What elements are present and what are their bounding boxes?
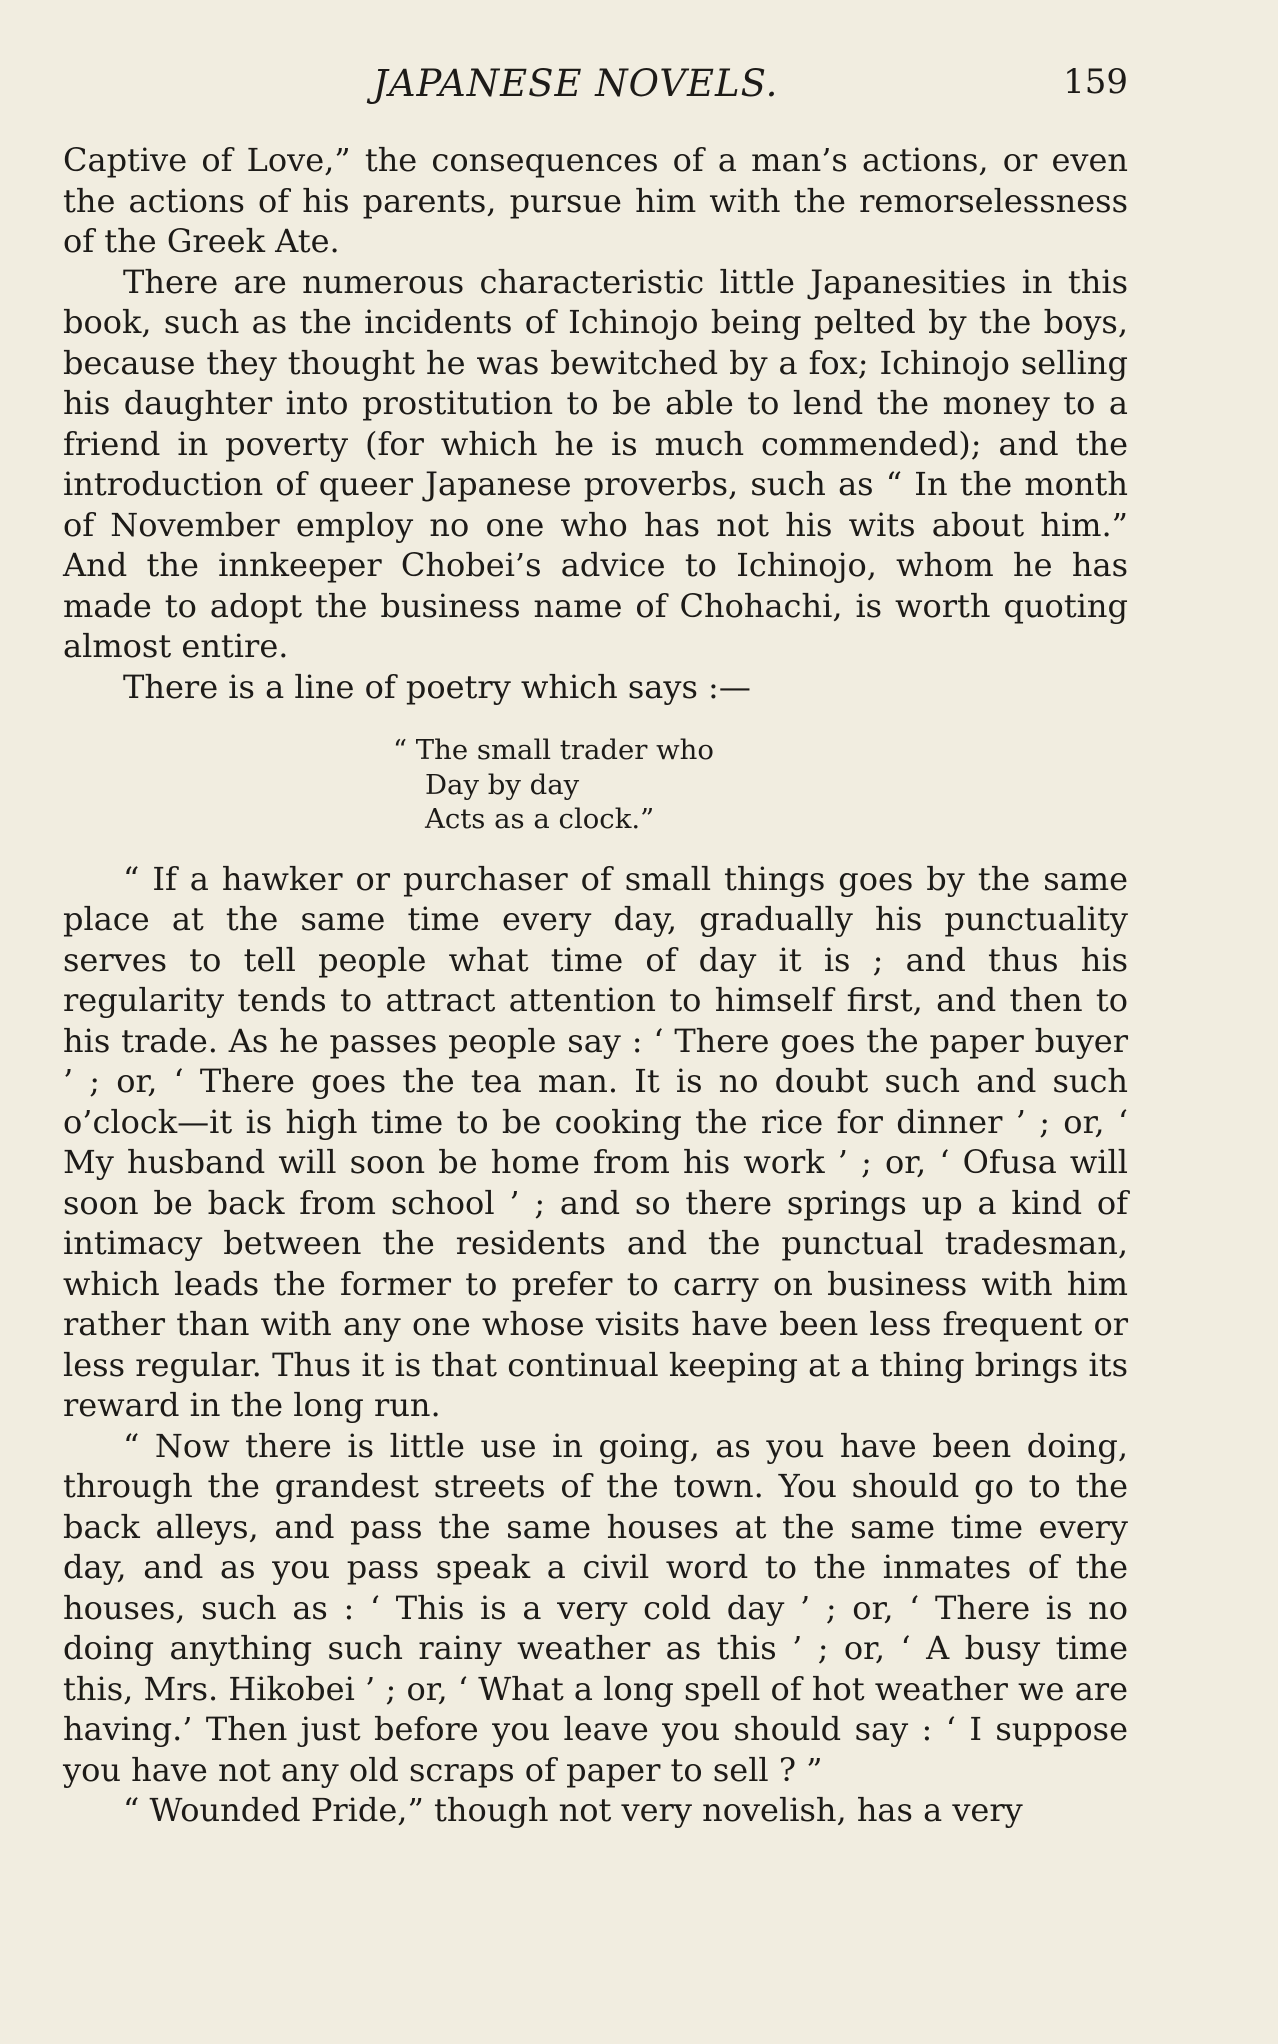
paragraph-last: “ Wounded Pride,” though not very novelish, has a very [123, 1791, 1023, 1829]
poem-line: Acts as a clock.” [425, 803, 655, 835]
poem-line: Day by day [425, 768, 580, 801]
paragraph: There are numerous characteristic little Japanesities in this book, such as the incidents of Ichinojo being pelted by the boys, because they thought he was bewitched by a fox; Ichinojo selling his daughter into prostitution to be able to lend the money to a friend in poverty (for which he is much commended); and the introduction of queer Japanese proverbs, such as “ In the month of November employ no one who has not his wits about him.” And the innkeeper Chobei’s advice to Ichinojo, whom he has made to adopt the business name of Chohachi, is worth quoting almost entire. [63, 262, 1128, 665]
body-text [63, 140, 1128, 1831]
running-head [63, 62, 1128, 112]
paragraph-continuation: Captive of Love,” the consequences of a man’s actions, or even the actions of his parents, pursue him with the remorselessness of the Greek Ate. [63, 141, 1128, 260]
running-title: JAPANESE NOVELS. [373, 62, 779, 105]
poem-quote [393, 733, 1128, 837]
paragraph: There is a line of poetry which says :— [123, 667, 751, 706]
paragraph: “ If a hawker or purchaser of small things goes by the same place at the same time every day, gradually his punctuality serves to tell people what time of day it is ; and thus his regularity tends to attract attention to himself first, and then to his trade. As he passes people say : ‘ There goes the paper buyer ’ ; or, ‘ There goes the tea man. It is no doubt such and such o’clock—it is high time to be cooking the rice for dinner ’ ; or, ‘ My husband will soon be home from his work ’ ; or, ‘ Ofusa will soon be back from school ’ ; and so there springs up a kind of intimacy between the residents and the punctual tradesman, which leads the former to prefer to carry on business with him rather than with any one whose visits have been less frequent or less regular. Thus it is that continual keeping at a thing brings its reward in the long run. [63, 859, 1128, 1424]
page-number: 159 [1063, 62, 1128, 102]
poem-line: “ The small trader who [393, 734, 714, 766]
paragraph: “ Now there is little use in going, as you have been doing, through the grandest streets of the town. You should go to the back alleys, and pass the same houses at the same time every day, and as you pass speak a civil word to the inmates of the houses, such as : ‘ This is a very cold day ’ ; or, ‘ There is no doing anything such rainy weather as this ’ ; or, ‘ A busy time this, Mrs. Hikobei ’ ; or, ‘ What a long spell of hot weather we are having.’ Then just before you leave you should say : ‘ I suppose you have not any old scraps of paper to sell ? ” [63, 1426, 1128, 1789]
